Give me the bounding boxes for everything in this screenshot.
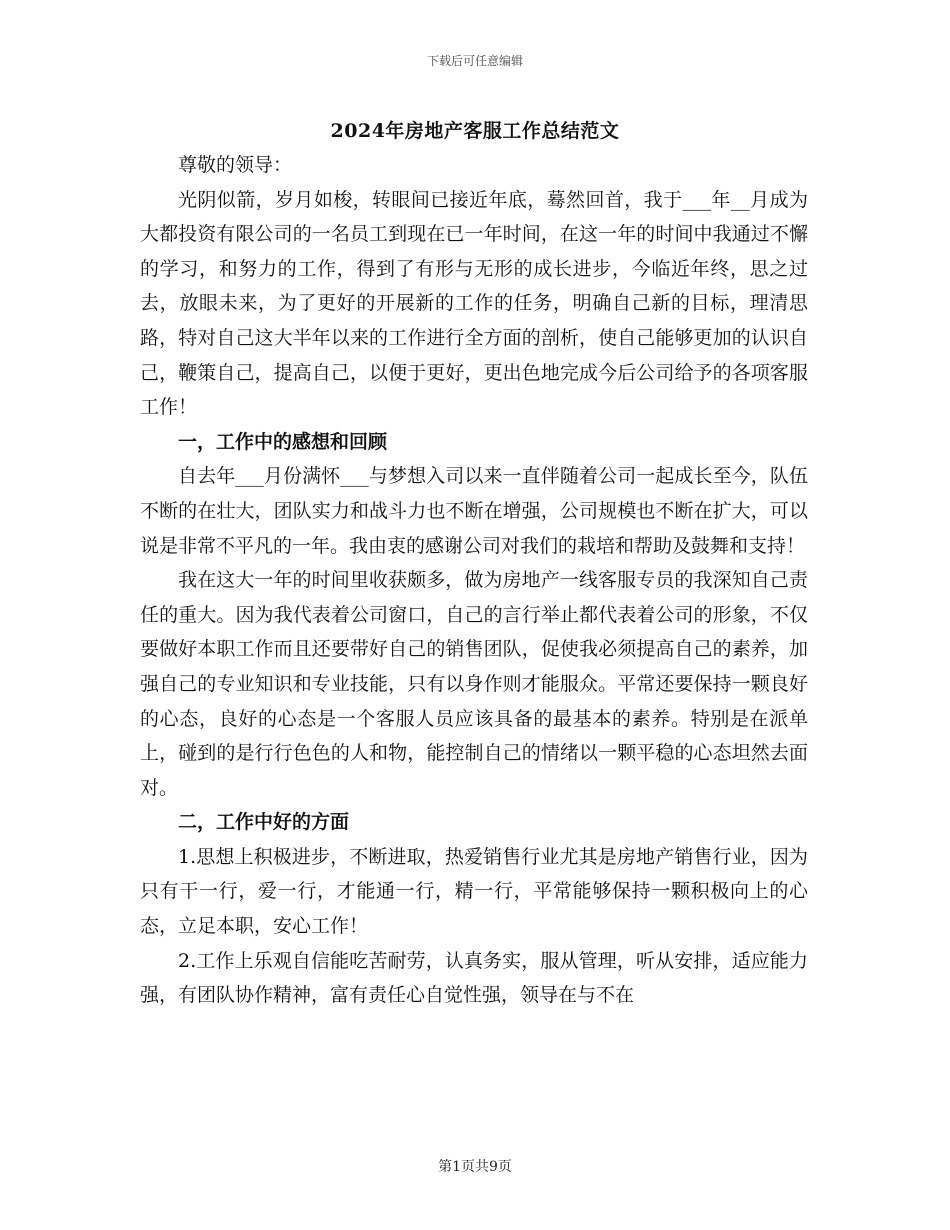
list-item-work: 2.工作上乐观自信能吃苦耐劳，认真务实，服从管理，听从安排，适应能力强，有团队协作精神，富有责任心自觉性强，领导在与不在	[140, 949, 808, 1007]
document-title: 2024年房地产客服工作总结范文	[330, 120, 620, 142]
section-heading-strengths: 二，工作中好的方面	[178, 811, 350, 834]
paragraph-growth: 自去年___月份满怀___与梦想入司以来一直伴随着公司一起成长至今，队伍不断的在壮大，团队实力和战斗力也不断在增强，公司规模也不断在扩大，可以说是非常不平凡的一年。我由衷的感谢公司对我们的栽培和帮助及鼓舞和支持！	[140, 465, 808, 557]
page-header-note: 下载后可任意编辑	[426, 54, 523, 68]
section-heading-reflections: 一，工作中的感想和回顾	[178, 430, 388, 453]
salutation: 尊敬的领导：	[178, 154, 293, 176]
page-number: 第1页共9页	[438, 1159, 512, 1175]
list-item-attitude: 1.思想上积极进步，不断进取，热爱销售行业尤其是房地产销售行业，因为只有干一行，爱一行，才能通一行，精一行，平常能够保持一颗积极向上的心态，立足本职，安心工作！	[140, 845, 808, 938]
intro-paragraph: 光阴似箭，岁月如梭，转眼间已接近年底，蓦然回首，我于___年__月成为大都投资有限公司的一名员工到现在已一年时间，在这一年的时间中我通过不懈的学习，和努力的工作，得到了有形与无形的成长进步，今临近年终，思之过去，放眼未来，为了更好的开展新的工作的任务，明确自己新的目标，理清思路，特对自己这大半年以来的工作进行全方面的剖析，使自己能够更加的认识自己，鞭策自己，提高自己，以便于更好，更出色地完成今后公司给予的各项客服工作！	[140, 188, 808, 419]
document-body	[140, 148, 808, 1013]
paragraph-responsibility: 我在这大一年的时间里收获颇多，做为房地产一线客服专员的我深知自己责任的重大。因为我代表着公司窗口，自己的言行举止都代表着公司的形象，不仅要做好本职工作而且还要带好自己的销售团队，促使我必须提高自己的素养，加强自己的专业知识和专业技能，只有以身作则才能服众。平常还要保持一颗良好的心态，良好的心态是一个客服人员应该具备的最基本的素养。特别是在派单上，碰到的是行行色色的人和物，能控制自己的情绪以一颗平稳的心态坦然去面对。	[140, 569, 808, 799]
